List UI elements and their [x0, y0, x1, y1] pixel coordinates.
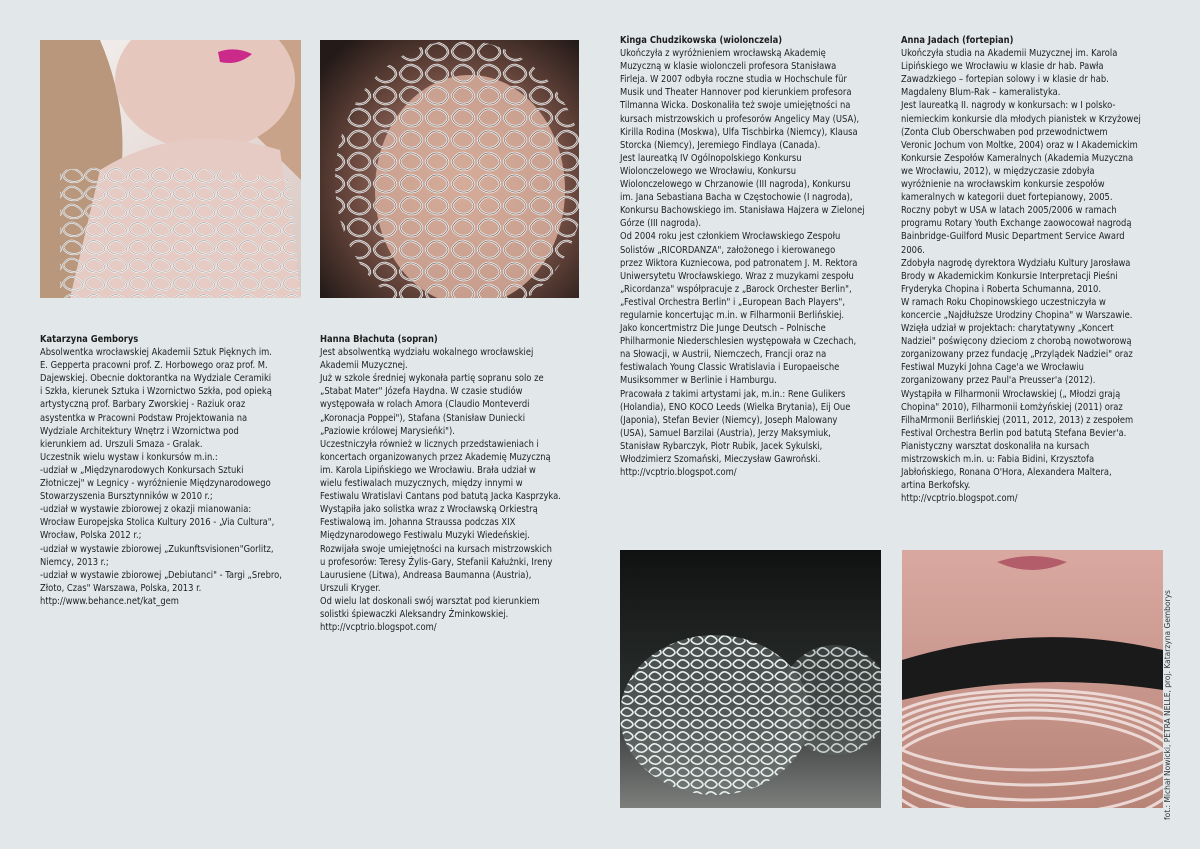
bio-line: niemieckim konkursie dla młodych pianistek w Krzyżowej — [901, 113, 1141, 125]
bio-line: Wiolonczelowego we Wrocławiu, Konkursu — [620, 165, 797, 177]
bio-line: Konkursu Bachowskiego im. Stanisława Hajzera w Zielonej — [620, 205, 865, 217]
bio-line: wielu festiwalach muzycznych, między innymi w — [320, 478, 523, 490]
bio-line: Tilmanna Wicka. Doskonaliła też swoje umiejętności na — [620, 100, 851, 112]
bio-line: programu Rotary Youth Exchange zaowocował nagrodą — [901, 218, 1132, 230]
bio-line: Stanisław Rybarczyk, Piotr Rubik, Jacek Sykulski, — [620, 440, 823, 452]
bio-line: Festival Orchestra Berlin pod batutą Stefana Bevier'a. — [901, 427, 1127, 439]
bio-line: Nadziei" poświęcony dzieciom z chorobą nowotworową — [901, 336, 1132, 348]
bio-line: artina Berkofsky. — [901, 480, 971, 492]
bio-line: „Paziowie królowej Marysieńki"). — [320, 425, 455, 437]
bio-line: solistki śpiewaczki Aleksandry Żminkowskiej. — [320, 608, 509, 620]
bio-line: Musik und Theater Hannover pod kierunkiem profesora — [620, 87, 852, 99]
bio-line: regularnie koncertując m.in. w Filharmonii Berlińskiej. — [620, 309, 845, 321]
bio-line: koncercie „Najdłuższe Urodziny Chopina" w Warszawie. — [901, 309, 1133, 321]
bio-line: „Ricordanza" współpracuje z „Barock Orchester Berlin", — [620, 283, 852, 295]
bio-line: Międzynarodowego Festiwalu Muzyki Wiedeńskiej. — [320, 530, 530, 542]
bio-line: Pracowała z takimi artystami jak, m.in.: Rene Gulikers — [620, 388, 846, 400]
bio-line: (Japonia), Stefan Bevier (Niemcy), Joseph Malowany — [620, 414, 838, 426]
bio-line: Zdobyła nagrodę dyrektora Wydziału Kultury Jarosława — [901, 257, 1131, 269]
bio-line: Złotniczej" w Legnicy - wyróżnienie Międzynarodowego — [40, 478, 271, 490]
bio-line: (Zonta Club Oberschwaben pod przewodnictwem — [901, 126, 1108, 138]
bio-line: Już w szkole średniej wykonała partię sopranu solo ze — [320, 373, 544, 385]
bio-line: koncertach organizowanych przez Akademię Muzyczną — [320, 451, 551, 463]
bio-line: Absolwentka wrocławskiej Akademii Sztuk Pięknych im. — [40, 347, 272, 359]
bio-line: Lipińskiego we Wrocławiu w klasie dr hab. Pawła — [901, 61, 1104, 73]
bio-line: Festiwalu Wratislavi Cantans pod batutą Jacka Kasprzyka. — [320, 491, 561, 503]
bio-line: Włodzimierz Szomański, Mieczysław Gawroński. — [620, 454, 821, 465]
bio-line: -udział w „Międzynarodowych Konkursach Sztuki — [40, 464, 244, 476]
bio-line: Dajewskiej. Obecnie doktorantka na Wydziale Ceramiki — [40, 373, 272, 385]
bio-line: (USA), Samuel Barzilai (Austria), Jerzy Maksymiuk, — [620, 427, 831, 439]
bio-line[interactable]: http://www.behance.net/kat_gem — [40, 595, 179, 607]
bio-line: zorganizowany przez fundację „Przylądek Nadziei" oraz — [901, 349, 1133, 361]
bio-line: „Festival Orchestra Berlin" i „European Bach Players", — [620, 296, 846, 308]
bio-line: Bainbridge-Guilford Music Department Service Award — [901, 231, 1125, 243]
glass-mask-photo — [320, 40, 579, 298]
bio-line: FilhaMrmonii Berlińskiej (2011, 2012, 2013) z zespołem — [901, 414, 1134, 426]
bio-line: Złoto, Czas" Warszawa, Polska, 2013 r. — [40, 582, 202, 594]
bio-line: Storcka (Niemcy), Jeremiego Findlaya (Canada). — [620, 139, 821, 151]
bio-line: -udział w wystawie zbiorowej z okazji mianowania: — [40, 504, 252, 516]
bio-line: Fryderyka Chopina i Roberta Schumanna, 2010. — [901, 283, 1102, 295]
glass-collar-icon — [902, 550, 1163, 808]
bio-line: Musiksommer w Berlinie i Hamburgu. — [620, 375, 777, 387]
bio-line: E. Gepperta pracowni prof. Z. Horbowego oraz prof. M. — [40, 360, 268, 372]
bio-line: kameralnych w kategorii duet fortepianowy, 2005. — [901, 192, 1113, 204]
bio-line: Uniwersytetu Wrocławskiego. Wraz z muzykami zespołu — [620, 270, 854, 282]
bio-line: Jest absolwentką wydziału wokalnego wrocławskiej — [320, 347, 534, 359]
bio-name: Hanna Błachuta (sopran) — [320, 334, 438, 345]
bio-text — [901, 47, 1163, 505]
bio-line: Akademii Muzycznej. — [320, 360, 408, 372]
bio-line: na Słowacji, w Austrii, Niemczech, Francji oraz na — [620, 349, 827, 361]
bio-line: 2006. — [901, 244, 925, 256]
bio-line: u profesorów: Teresy Żylis-Gary, Stefanii Kałużnki, Ireny — [320, 556, 553, 568]
bio-line[interactable]: http://vcptrio.blogspot.com/ — [901, 493, 1018, 505]
bio-text — [40, 346, 302, 608]
bio-line: mistrzowskich m.in. u: Fabia Bidini, Krzysztofa — [901, 454, 1095, 465]
bio-name: Kinga Chudzikowska (wiolonczela) — [620, 35, 783, 46]
glass-mask-icon — [320, 40, 579, 298]
bio-line: kursach mistrzowskich u profesorów Angelicy May (USA), — [620, 113, 860, 125]
bio-line: Wzięła udział w projektach: charytatywny „Koncert — [901, 323, 1114, 335]
bio-line: przez Wiktora Kuzniecowa, pod patronatem J. M. Rektora — [620, 257, 858, 269]
bio-line: „Stabat Mater" Józefa Haydna. W czasie studiów — [320, 386, 523, 398]
bio-line: Jabłońskiego, Ronana O'Hora, Alexandera Maltera, — [901, 467, 1112, 479]
bio-line: wyróżnienie na wrocławskim konkursie zespołów — [901, 179, 1105, 191]
bio-line: -udział w wystawie zbiorowej „Debiutanci" - Targi „Srebro, — [40, 569, 282, 581]
bio-line: Muzyczną w klasie wiolonczeli profesora Stanisława — [620, 61, 837, 73]
glass-necklace-icon — [40, 40, 301, 298]
bio-line: Firleja. W 2007 odbyła roczne studia w Hochschule für — [620, 74, 847, 86]
bio-line: Festiwalową im. Johanna Straussa podczas XIX — [320, 517, 516, 529]
bio-line: Urszuli Kryger. — [320, 582, 381, 594]
bio-line: asystentka w Pracowni Podstaw Projektowania na — [40, 412, 248, 424]
bio-katarzyna — [40, 333, 302, 608]
bio-line: Kirilla Rodina (Moskwa), Ulfa Tischbirka (Niemcy), Klausa — [620, 126, 858, 138]
bio-line: Górze (III nagroda). — [620, 218, 701, 230]
bio-line: Philharmonie Niederschlesien występowała w Czechach, — [620, 336, 857, 348]
bio-line: Magdaleny Blum-Rak – kameralistyka. — [901, 87, 1061, 99]
bio-line: artystyczną prof. Barbary Zworskiej - Raziuk oraz — [40, 399, 246, 411]
bio-anna — [901, 34, 1163, 505]
bio-line: Laurusiene (Litwa), Andreasa Baumanna (Austria), — [320, 569, 532, 581]
bio-text — [320, 346, 580, 634]
bio-line: Uczestniczyła również w licznych przedstawieniach i — [320, 438, 539, 450]
bio-line: Od 2004 roku jest członkiem Wrocławskiego Zespołu — [620, 231, 841, 243]
bio-line: we Wrocławiu, 2012), w międzyczasie zdobyła — [901, 165, 1095, 177]
photo-credit: fot.: Michał Nowicki, PETRA NELLE, proj. Katarzyna Gemborys — [1163, 590, 1172, 820]
bio-line: W ramach Roku Chopinowskiego uczestniczyła w — [901, 296, 1106, 308]
bio-line: i Szkła, kierunek Sztuka i Wzornictwo Szkła, pod opieką — [40, 386, 272, 398]
bio-line: Pianistyczny warsztat doskonaliła na kursach — [901, 440, 1090, 452]
bio-line: Ukończyła studia na Akademii Muzycznej im. Karola — [901, 48, 1118, 60]
bio-line: im. Jana Sebastiana Bacha w Częstochowie (I nagroda), — [620, 192, 853, 204]
bio-line: Konkursie Zespołów Kameralnych (Akademia Muzyczna — [901, 152, 1134, 164]
bio-line: Roczny pobyt w USA w latach 2005/2006 w ramach — [901, 205, 1117, 217]
bio-line[interactable]: http://vcptrio.blogspot.com/ — [320, 622, 437, 634]
bio-line[interactable]: http://vcptrio.blogspot.com/ — [620, 467, 737, 479]
bio-hanna — [320, 333, 580, 634]
bio-name: Katarzyna Gemborys — [40, 334, 139, 345]
bio-line: -udział w wystawie zbiorowej „Zukunftsvisionen"Gorlitz, — [40, 543, 274, 555]
glass-collar-photo — [902, 550, 1163, 808]
bio-kinga — [620, 34, 882, 479]
bio-line: Brody w Akademickim Konkursie Interpretacji Pieśni — [901, 270, 1118, 282]
glass-sculpture-icon — [620, 550, 881, 808]
bio-line: festiwalach Young Classic Wratislavia i Europaeische — [620, 362, 840, 374]
bio-line: Wrocław, Polska 2012 r.; — [40, 530, 142, 542]
bio-line: „Koronacja Poppei"), Stafana (Stanisław Duniecki — [320, 412, 526, 424]
bio-line: Wydziale Architektury Wnętrz i Wzornictwa pod — [40, 425, 239, 437]
bio-line: Chopina" 2010), Filharmonii Łomżyńskiej (2011) oraz — [901, 401, 1123, 413]
bio-name: Anna Jadach (fortepian) — [901, 35, 1014, 46]
bio-line: Uczestnik wielu wystaw i konkursów m.in.: — [40, 451, 218, 463]
bio-line: występowała w rolach Amora (Claudio Monteverdi — [320, 399, 530, 411]
bio-text — [620, 47, 882, 479]
bio-line: Jest laureatką IV Ogólnopolskiego Konkursu — [620, 152, 802, 164]
glass-sculpture-photo — [620, 550, 881, 808]
glass-necklace-photo — [40, 40, 301, 298]
bio-line: Wiolonczelowego w Chrzanowie (III nagroda), Konkursu — [620, 179, 851, 191]
bio-line: Ukończyła z wyróżnieniem wrocławską Akademię — [620, 48, 826, 60]
bio-line: Jest laureatką II. nagrody w konkursach: w I polsko- — [901, 100, 1116, 112]
bio-line: kierunkiem ad. Urszuli Smaza - Gralak. — [40, 438, 203, 450]
bio-line: Zawadzkiego – fortepian solowy i w klasie dr hab. — [901, 74, 1109, 86]
bio-line: Niemcy, 2013 r.; — [40, 556, 109, 568]
bio-line: (Holandia), ENO KOCO Leeds (Wielka Brytania), Eij Oue — [620, 401, 851, 413]
bio-line: Wrocław Europejska Stolica Kultury 2016 - „Via Cultura", — [40, 517, 275, 529]
bio-line: im. Karola Lipińskiego we Wrocławiu. Brała udział w — [320, 464, 536, 476]
bio-line: Stowarzyszenia Bursztynników w 2010 r.; — [40, 491, 213, 503]
bio-line: Rozwijała swoje umiejętności na kursach mistrzowskich — [320, 543, 552, 555]
bio-line: Od wielu lat doskonali swój warsztat pod kierunkiem — [320, 595, 540, 607]
bio-line: Solistów „RICORDANZA", założonego i kierowanego — [620, 244, 836, 256]
bio-line: zorganizowany przez Paul'a Preusser'a (2012). — [901, 375, 1096, 387]
bio-line: Wystąpiła jako solistka wraz z Wrocławską Orkiestrą — [320, 504, 538, 516]
bio-line: Jako koncertmistrz Die Junge Deutsch – Polnische — [620, 323, 826, 335]
bio-line: Festiwal Muzyki Johna Cage'a we Wrocławiu — [901, 362, 1084, 374]
bio-line: Veronic Jochum von Moltke, 2004) oraz w I Akademickim — [901, 139, 1138, 151]
bio-line: Wystąpiła w Filharmonii Wrocławskiej („ Młodzi grają — [901, 388, 1121, 400]
